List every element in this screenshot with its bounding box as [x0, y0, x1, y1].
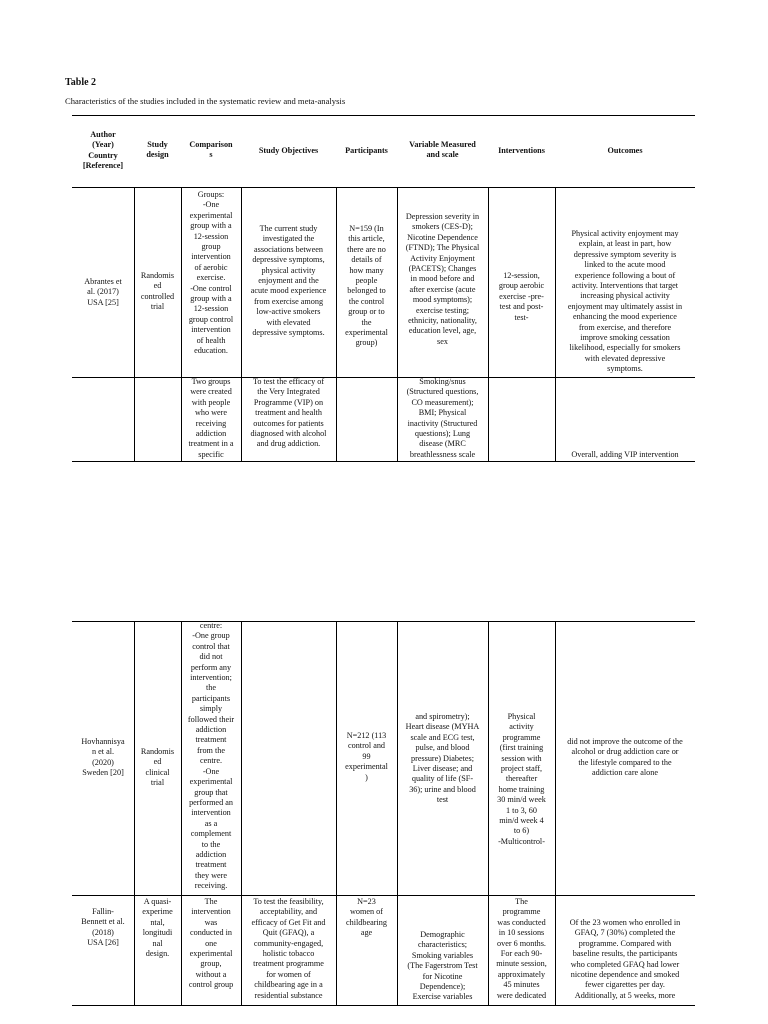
row-divider: [72, 377, 695, 378]
row3-author: Fallin- Bennett et al. (2018) USA [26]: [81, 907, 125, 948]
row-divider: [72, 895, 695, 896]
page-break-rule-lower: [72, 621, 695, 622]
page-break-rule-upper: [72, 461, 695, 462]
header-participants: Participants: [345, 146, 388, 155]
column-divider: [488, 187, 489, 461]
row3-study-design: A quasi- experime ntal, longitudi nal design.: [142, 897, 173, 959]
table-top-rule: [72, 115, 695, 116]
row2-variable-measured-part1: Smoking/snus (Structured questions, CO measurement); BMI; Physical inactivity (Structured questions); Lung disease (MRC breathlessness scale: [406, 377, 479, 459]
row1-comparisons: Groups: -One experimental group with a 12-session group intervention of aerobic exercise. -One control group with a 12-session group control intervention of health education.: [188, 190, 234, 356]
row1-study-objectives: The current study investigated the associations between depressive symptoms, physical activity enjoyment and the acute mood experience from exercise among low-active smokers with elevated depressive symptoms.: [250, 224, 327, 338]
row2-outcomes-part2: did not improve the outcome of the alcohol or drug addiction care or the lifestyle compared to the addiction care alone: [567, 737, 683, 778]
row3-variable-measured: Demographic characteristics; Smoking variables (The Fagerstrom Test for Nicotine Dependence); Exercise variables: [407, 930, 478, 1002]
row2-author: Hovhannisya n et al. (2020) Sweden [20]: [81, 737, 125, 778]
row2-participants: N=212 (113 control and 99 experimental ): [345, 731, 388, 782]
header-bottom-rule: [72, 187, 695, 188]
row2-study-objectives: To test the efficacy of the Very Integrated Programme (VIP) on treatment and health outcomes for patients diagnosed with alcohol and drug addiction.: [250, 377, 327, 449]
header-author: Author (Year) Country [Reference]: [82, 130, 124, 171]
table-label: Table 2: [65, 77, 97, 88]
row3-participants: N=23 women of childbearing age: [346, 897, 387, 938]
header-outcomes: Outcomes: [607, 146, 643, 155]
table-bottom-rule: [72, 1005, 695, 1006]
header-comparisons: Comparison s: [189, 140, 233, 160]
row1-variable-measured: Depression severity in smokers (CES-D); Nicotine Dependence (FTND); The Physical Activity Enjoyment (PACETS); Changes in mood before and after exercise (acute mood symptoms); exercise testing; ethnicity, nationality, education level, age, sex: [405, 212, 480, 346]
column-divider: [134, 187, 135, 461]
header-study-objectives: Study Objectives: [258, 146, 319, 155]
row1-outcomes: Physical activity enjoyment may explain, at least in part, how depressive symptom severity is linked to the acute mood experience following a bout of activity. Interventions that target increasing physical activity enjoyment may ultimately assist in enhancing the mood experience from exercise, and therefore improve smoking cessation likelihood, especially for smokers with elevated depressive symptoms.: [567, 229, 683, 374]
row2-comparisons-part2: centre: -One group control that did not perform any intervention; the participants simply followed their addiction treatment from the centre. -One experimental group that performed an intervention as a complement to the addiction treatment they were receiving.: [187, 621, 235, 891]
row1-author: Abrantes et al. (2017) USA [25]: [84, 277, 122, 307]
row2-variable-measured-part2: and spirometry); Heart disease (MYHA scale and ECG test, pulse, and blood pressure) Diabetes; Liver disease; and quality of life (SF- 36); urine and blood test: [405, 712, 480, 805]
header-interventions: Interventions: [498, 146, 545, 155]
row2-outcomes-part1: Overall, adding VIP intervention: [571, 450, 679, 459]
row1-study-design: Randomis ed controlled trial: [140, 271, 175, 312]
row2-study-design: Randomis ed clinical trial: [140, 747, 175, 788]
row3-outcomes: Of the 23 women who enrolled in GFAQ, 7 (30%) completed the programme. Compared with baseline results, the participants who completed GFAQ had lower nicotine dependence and smoked fewer cigarettes per day. Additionally, at 5 weeks, more: [569, 918, 681, 1000]
row2-comparisons-part1: Two groups were created with people who were receiving addiction treatment in a specific: [188, 377, 234, 459]
header-study-design: Study design: [146, 140, 169, 160]
row2-interventions: Physical activity programme (first training session with project staff, thereafter home training 30 min/d week 1 to 3, 60 min/d week 4 to 6) -Multicontrol-: [497, 712, 546, 846]
row3-comparisons: The intervention was conducted in one experimental group, without a control group: [188, 897, 234, 990]
row1-participants: N=159 (In this article, there are no details of how many people belonged to the control group or to the experimental group): [345, 224, 388, 348]
row1-interventions: 12-session, group aerobic exercise -pre- test and post- test-: [498, 271, 545, 322]
header-variable-measured: Variable Measured and scale: [409, 140, 476, 160]
row3-interventions: The programme was conducted in 10 sessions over 6 months. For each 90- minute session, approximately 45 minutes were dedicated: [496, 897, 547, 1000]
table-caption: Characteristics of the studies included in the systematic review and meta-analysis: [65, 96, 346, 106]
row3-study-objectives: To test the feasibility, acceptability, and efficacy of Get Fit and Quit (GFAQ), a community-engaged, holistic tobacco treatment programme for women of childbearing age in a residential substance: [251, 897, 326, 1000]
column-divider: [336, 621, 337, 1005]
